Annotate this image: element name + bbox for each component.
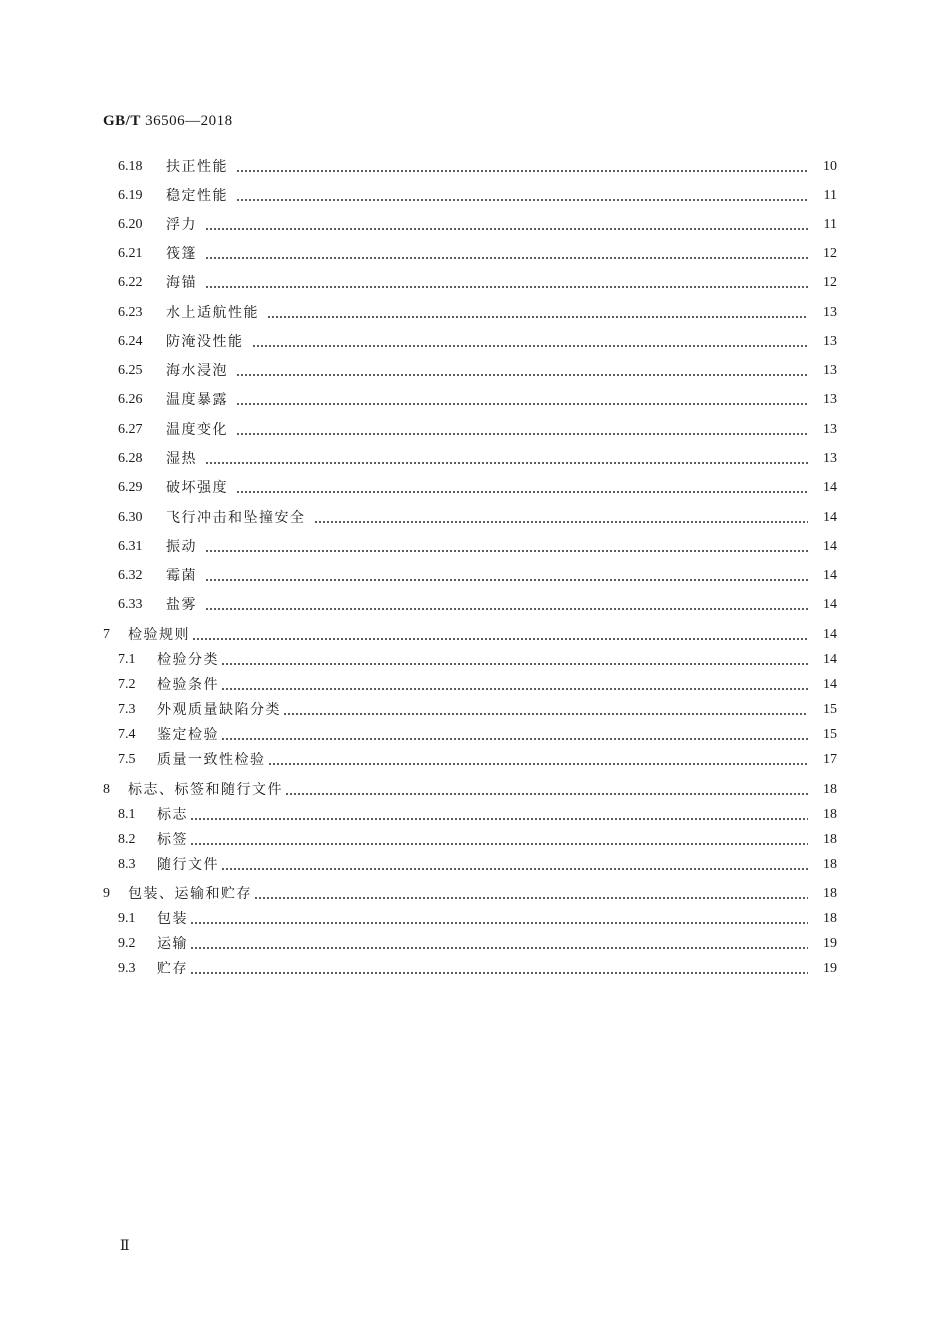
toc-entry[interactable] — [0, 272, 950, 294]
toc-entry[interactable] — [0, 724, 950, 746]
toc-dot-leader — [236, 156, 808, 178]
standard-number: 36506—2018 — [145, 113, 233, 129]
toc-entry-page: 19 — [823, 936, 837, 951]
toc-entry-number: 9.1 — [118, 911, 136, 926]
toc-entry-title: 浮力 — [166, 217, 197, 233]
toc-entry-title: 防淹没性能 — [166, 334, 244, 350]
toc-entry-page: 18 — [823, 911, 837, 926]
toc-entry-number: 9 — [103, 886, 110, 901]
toc-entry-number: 7.3 — [118, 702, 136, 717]
toc-entry-title: 随行文件 — [157, 857, 219, 873]
toc-entry-page: 13 — [823, 422, 837, 437]
toc-entry-title: 标志、标签和随行文件 — [128, 782, 283, 798]
toc-entry-title: 霉菌 — [166, 568, 197, 584]
toc-entry[interactable] — [0, 214, 950, 236]
toc-entry-number: 6.21 — [118, 246, 143, 261]
toc-entry-number: 8.3 — [118, 857, 136, 872]
toc-entry[interactable] — [0, 804, 950, 826]
toc-entry[interactable] — [0, 933, 950, 955]
toc-entry-number: 6.26 — [118, 392, 143, 407]
toc-dot-leader — [192, 624, 808, 646]
toc-entry-page: 14 — [823, 568, 837, 583]
toc-entry-title: 标志 — [157, 807, 188, 823]
toc-entry-number: 8.1 — [118, 807, 136, 822]
toc-dot-leader — [205, 448, 808, 470]
toc-dot-leader — [190, 908, 808, 930]
toc-entry-number: 6.31 — [118, 539, 143, 554]
toc-entry-page: 10 — [823, 159, 837, 174]
toc-dot-leader — [190, 804, 808, 826]
page-number: Ⅱ — [120, 1239, 130, 1254]
toc-entry[interactable] — [0, 883, 950, 905]
toc-dot-leader — [221, 724, 808, 746]
toc-entry-title: 盐雾 — [166, 597, 197, 613]
toc-entry-title: 扶正性能 — [166, 159, 228, 175]
toc-dot-leader — [236, 477, 808, 499]
toc-entry-number: 6.24 — [118, 334, 143, 349]
toc-entry-title: 鉴定检验 — [157, 727, 219, 743]
toc-entry-number: 7.2 — [118, 677, 136, 692]
toc-entry[interactable] — [0, 779, 950, 801]
toc-entry-title: 海水浸泡 — [166, 363, 228, 379]
toc-entry-title: 贮存 — [157, 961, 188, 977]
toc-entry-number: 7.4 — [118, 727, 136, 742]
toc-entry-page: 13 — [823, 334, 837, 349]
toc-entry[interactable] — [0, 243, 950, 265]
toc-entry-number: 9.3 — [118, 961, 136, 976]
toc-entry-title: 海锚 — [166, 275, 197, 291]
toc-entry-title: 检验分类 — [157, 652, 219, 668]
toc-entry-page: 18 — [823, 807, 837, 822]
toc-entry-number: 9.2 — [118, 936, 136, 951]
toc-entry-page: 15 — [823, 702, 837, 717]
toc-entry-title: 湿热 — [166, 451, 197, 467]
toc-entry-title: 破坏强度 — [166, 480, 228, 496]
toc-entry[interactable] — [0, 624, 950, 646]
toc-entry-number: 6.30 — [118, 510, 143, 525]
toc-entry-page: 18 — [823, 886, 837, 901]
toc-dot-leader — [190, 958, 808, 980]
toc-entry[interactable] — [0, 302, 950, 324]
toc-entry[interactable] — [0, 854, 950, 876]
toc-entry[interactable] — [0, 156, 950, 178]
toc-entry[interactable] — [0, 649, 950, 671]
toc-entry-number: 6.27 — [118, 422, 143, 437]
toc-entry-title: 外观质量缺陷分类 — [157, 702, 281, 718]
toc-entry-page: 13 — [823, 363, 837, 378]
toc-entry-page: 13 — [823, 451, 837, 466]
toc-entry[interactable] — [0, 565, 950, 587]
toc-entry-page: 14 — [823, 677, 837, 692]
toc-dot-leader — [221, 649, 808, 671]
toc-entry-page: 11 — [823, 188, 837, 203]
toc-entry[interactable] — [0, 594, 950, 616]
toc-entry-title: 稳定性能 — [166, 188, 228, 204]
toc-dot-leader — [314, 507, 809, 529]
toc-entry-number: 8.2 — [118, 832, 136, 847]
toc-entry-title: 振动 — [166, 539, 197, 555]
toc-entry-page: 14 — [823, 597, 837, 612]
toc-entry-number: 6.33 — [118, 597, 143, 612]
toc-entry-number: 8 — [103, 782, 110, 797]
toc-dot-leader — [221, 674, 808, 696]
toc-entry[interactable] — [0, 829, 950, 851]
toc-entry-title: 包装 — [157, 911, 188, 927]
toc-entry-page: 14 — [823, 480, 837, 495]
toc-entry[interactable] — [0, 507, 950, 529]
toc-entry[interactable] — [0, 477, 950, 499]
toc-entry-page: 13 — [823, 392, 837, 407]
toc-dot-leader — [205, 272, 808, 294]
toc-entry[interactable] — [0, 331, 950, 353]
toc-entry-number: 7.5 — [118, 752, 136, 767]
toc-entry-number: 6.20 — [118, 217, 143, 232]
toc-entry-page: 11 — [823, 217, 837, 232]
toc-entry-page: 14 — [823, 510, 837, 525]
toc-entry-number: 6.19 — [118, 188, 143, 203]
toc-entry-title: 运输 — [157, 936, 188, 952]
toc-entry-page: 17 — [823, 752, 837, 767]
toc-entry-title: 筏篷 — [166, 246, 197, 262]
toc-entry-number: 6.23 — [118, 305, 143, 320]
toc-entry-page: 12 — [823, 275, 837, 290]
toc-dot-leader — [205, 536, 808, 558]
toc-entry[interactable] — [0, 419, 950, 441]
toc-dot-leader — [285, 779, 808, 801]
toc-entry-title: 飞行冲击和坠撞安全 — [166, 510, 306, 526]
toc-dot-leader — [205, 243, 808, 265]
toc-entry-title: 包装、运输和贮存 — [128, 886, 252, 902]
toc-dot-leader — [267, 302, 808, 324]
document-header — [103, 113, 233, 130]
toc-dot-leader — [268, 749, 809, 771]
toc-entry-title: 检验规则 — [128, 627, 190, 643]
toc-entry-number: 6.29 — [118, 480, 143, 495]
toc-entry[interactable] — [0, 749, 950, 771]
toc-entry-title: 温度暴露 — [166, 392, 228, 408]
toc-entry-title: 水上适航性能 — [166, 305, 259, 321]
toc-entry[interactable] — [0, 185, 950, 207]
toc-dot-leader — [205, 565, 808, 587]
toc-dot-leader — [236, 360, 808, 382]
toc-entry-page: 18 — [823, 857, 837, 872]
toc-dot-leader — [221, 854, 808, 876]
toc-entry-title: 检验条件 — [157, 677, 219, 693]
toc-dot-leader — [205, 214, 808, 236]
toc-entry[interactable] — [0, 908, 950, 930]
toc-entry-title: 质量一致性检验 — [157, 752, 266, 768]
toc-entry-title: 标签 — [157, 832, 188, 848]
toc-entry-page: 14 — [823, 627, 837, 642]
toc-dot-leader — [190, 829, 808, 851]
toc-entry-number: 6.18 — [118, 159, 143, 174]
toc-entry[interactable] — [0, 958, 950, 980]
toc-dot-leader — [254, 883, 808, 905]
toc-entry-number: 6.32 — [118, 568, 143, 583]
toc-dot-leader — [205, 594, 808, 616]
toc-entry-page: 18 — [823, 782, 837, 797]
toc-entry-number: 6.28 — [118, 451, 143, 466]
toc-entry-number: 7.1 — [118, 652, 136, 667]
toc-entry[interactable] — [0, 674, 950, 696]
toc-entry-page: 14 — [823, 539, 837, 554]
toc-entry-number: 6.22 — [118, 275, 143, 290]
toc-dot-leader — [252, 331, 809, 353]
toc-entry[interactable] — [0, 699, 950, 721]
toc-dot-leader — [236, 185, 808, 207]
toc-entry-page: 19 — [823, 961, 837, 976]
toc-entry-page: 15 — [823, 727, 837, 742]
toc-dot-leader — [236, 389, 808, 411]
toc-entry[interactable] — [0, 448, 950, 470]
toc-dot-leader — [236, 419, 808, 441]
toc-entry-page: 13 — [823, 305, 837, 320]
toc-entry[interactable] — [0, 389, 950, 411]
toc-entry-number: 6.25 — [118, 363, 143, 378]
toc-dot-leader — [283, 699, 808, 721]
toc-entry-page: 12 — [823, 246, 837, 261]
toc-dot-leader — [190, 933, 808, 955]
standard-code: GB/T — [103, 113, 141, 129]
toc-entry-title: 温度变化 — [166, 422, 228, 438]
toc-entry-number: 7 — [103, 627, 110, 642]
toc-entry-page: 14 — [823, 652, 837, 667]
toc-entry-page: 18 — [823, 832, 837, 847]
toc-entry[interactable] — [0, 536, 950, 558]
toc-entry[interactable] — [0, 360, 950, 382]
